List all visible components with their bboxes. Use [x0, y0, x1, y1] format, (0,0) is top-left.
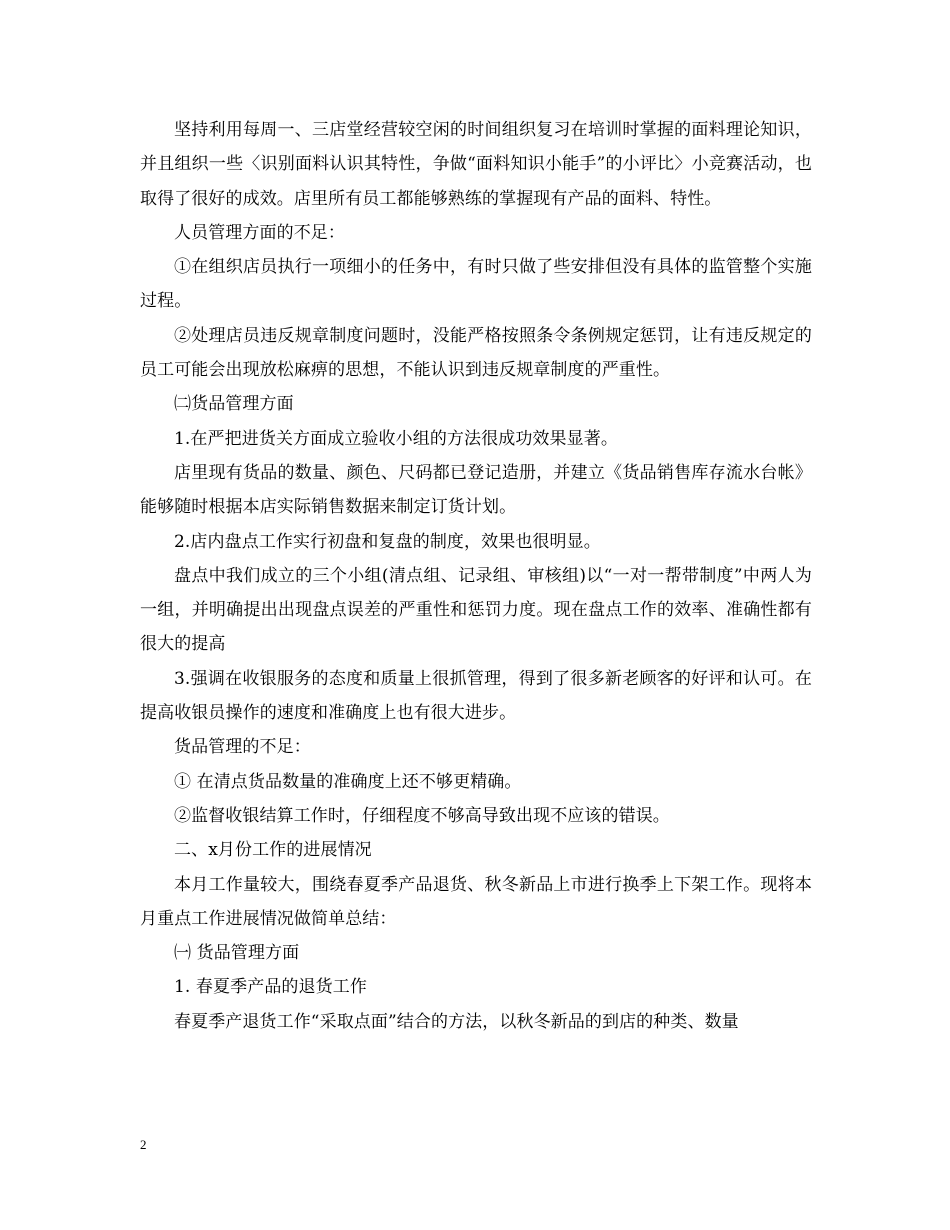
- section-note: 货品管理的不足：: [174, 737, 311, 758]
- list-item: ②监督收银结算工作时，仔细程度不够高导致出现不应该的错误。: [174, 805, 670, 826]
- paragraph: 春夏季产退货工作“采取点面”结合的方法，以秋冬新品的到店的种类、数量: [174, 1011, 739, 1032]
- paragraph: 盘点中我们成立的三个小组(清点组、记录组、审核组)以“一对一帮带制度”中两人为一组，并明确提出出现盘点误差的严重性和惩罚力度。现在盘点工作的效率、准确性都有很大的提高: [140, 565, 812, 655]
- paragraph: 本月工作量较大，围绕春夏季产品退货、秋冬新品上市进行换季上下架工作。现将本月重点工作进展情况做简单总结：: [140, 874, 812, 929]
- list-item: 2.店内盘点工作实行初盘和复盘的制度，效果也很明显。: [174, 531, 601, 552]
- section-heading: ㈡货品管理方面: [174, 394, 294, 415]
- list-item: 3.强调在收银服务的态度和质量上很抓管理，得到了很多新老顾客的好评和认可。在提高收银员操作的速度和准确度上也有很大进步。: [140, 668, 812, 724]
- section-note: 人员管理方面的不足：: [174, 222, 345, 243]
- section-heading: 二、x月份工作的进展情况: [174, 840, 372, 861]
- list-item: ①在组织店员执行一项细小的任务中，有时只做了些安排但没有具体的监管整个实施过程。: [140, 257, 812, 312]
- paragraph: 坚持利用每周一、三店堂经营较空闲的时间组织复习在培训时掌握的面料理论知识，并且组织一些〈识别面料认识其特性，争做“面料知识小能手”的小评比〉小竞赛活动，也取得了很好的成效。店里所有员工都能够熟练的掌握现有产品的面料、特性。: [140, 120, 812, 209]
- list-item: ① 在清点货品数量的准确度上还不够更精确。: [174, 771, 522, 792]
- document-body: [140, 113, 812, 1039]
- page-number: 2: [140, 1137, 147, 1152]
- list-item: 1. 春夏季产品的退货工作: [174, 977, 367, 998]
- list-item: 1.在严把进货关方面成立验收小组的方法很成功效果显著。: [174, 428, 618, 449]
- section-heading: ㈠ 货品管理方面: [174, 943, 300, 964]
- paragraph: 店里现有货品的数量、颜色、尺码都已登记造册，并建立《货品销售库存流水台帐》能够随时根据本店实际销售数据来制定订货计划。: [140, 462, 812, 518]
- list-item: ②处理店员违反规章制度问题时，没能严格按照条令条例规定惩罚，让有违反规定的员工可能会出现放松麻痹的思想，不能认识到违反规章制度的严重性。: [140, 325, 812, 381]
